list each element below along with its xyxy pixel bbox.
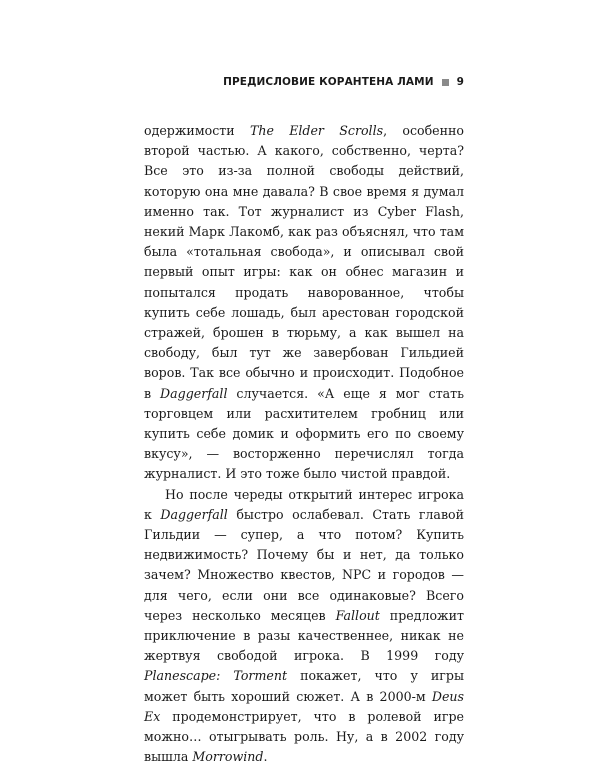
- running-title: ПРЕДИСЛОВИЕ КОРАНТЕНА ЛАМИ: [223, 76, 434, 88]
- title-planescape-torment: Planescape: Torment: [144, 668, 288, 684]
- text-span: предложит приключение в разы качественнее, никак не жертвуя свободой игрока. В 1999 году: [144, 607, 464, 664]
- text-span: быстро ослабевал. Стать главой Гильдии — супер, а что потом? Купить недвижимость? Почему бы и нет, да только зачем? Множество квестов, NPC и городов — для чего, если они все одинаковые? Всего через несколько месяцев: [144, 506, 465, 623]
- page-body-text: [144, 121, 464, 768]
- text-span: , особенно второй частью. А какого, собственно, черта? Все это из-за полной свободы действий, которую она мне давала? В свое время я думал именно так. Тот журналист из Cyber Flash, некий Марк Лакомб, как раз объяснял, что там была «тотальная свобода», и описывал свой первый опыт игры: как он обнес магазин и попытался продать наворованное, чтобы купить себе лошадь, был арестован городской стражей, брошен в тюрьму, а как вышел на свободу, был тут же завербован Гильдией воров. Так все обычно и происходит. Подобное в: [144, 123, 464, 401]
- running-header: [223, 76, 464, 88]
- page-number: 9: [456, 76, 464, 88]
- text-span: одержимости: [144, 123, 250, 138]
- title-fallout: Fallout: [335, 607, 380, 623]
- text-span: покажет, что у игры может быть хороший сюжет. А в 2000-м: [144, 668, 464, 704]
- title-deus-ex: Deus Ex: [144, 688, 464, 724]
- title-daggerfall: Daggerfall: [160, 385, 228, 401]
- title-morrowind: Morrowind: [192, 749, 264, 765]
- text-span: продемонстрирует, что в ролевой игре можно… отыгрывать роль. Ну, а в 2002 году вышла: [144, 708, 464, 765]
- text-span: .: [263, 749, 268, 765]
- text-span: случается. «А еще я мог стать торговцем или расхитителем гробниц или купить себе домик и оформить его по своему вкусу», — восторженно перечислял тогда журналист. И это тоже было чистой правдой.: [144, 385, 465, 482]
- title-daggerfall: Daggerfall: [160, 506, 228, 522]
- paragraph-1: [144, 121, 464, 485]
- title-the-elder-scrolls: The Elder Scrolls: [249, 123, 384, 138]
- text-span: Но после череды открытий интерес игрока к: [144, 486, 464, 522]
- square-bullet-icon: [442, 79, 449, 86]
- paragraph-2: [144, 485, 464, 768]
